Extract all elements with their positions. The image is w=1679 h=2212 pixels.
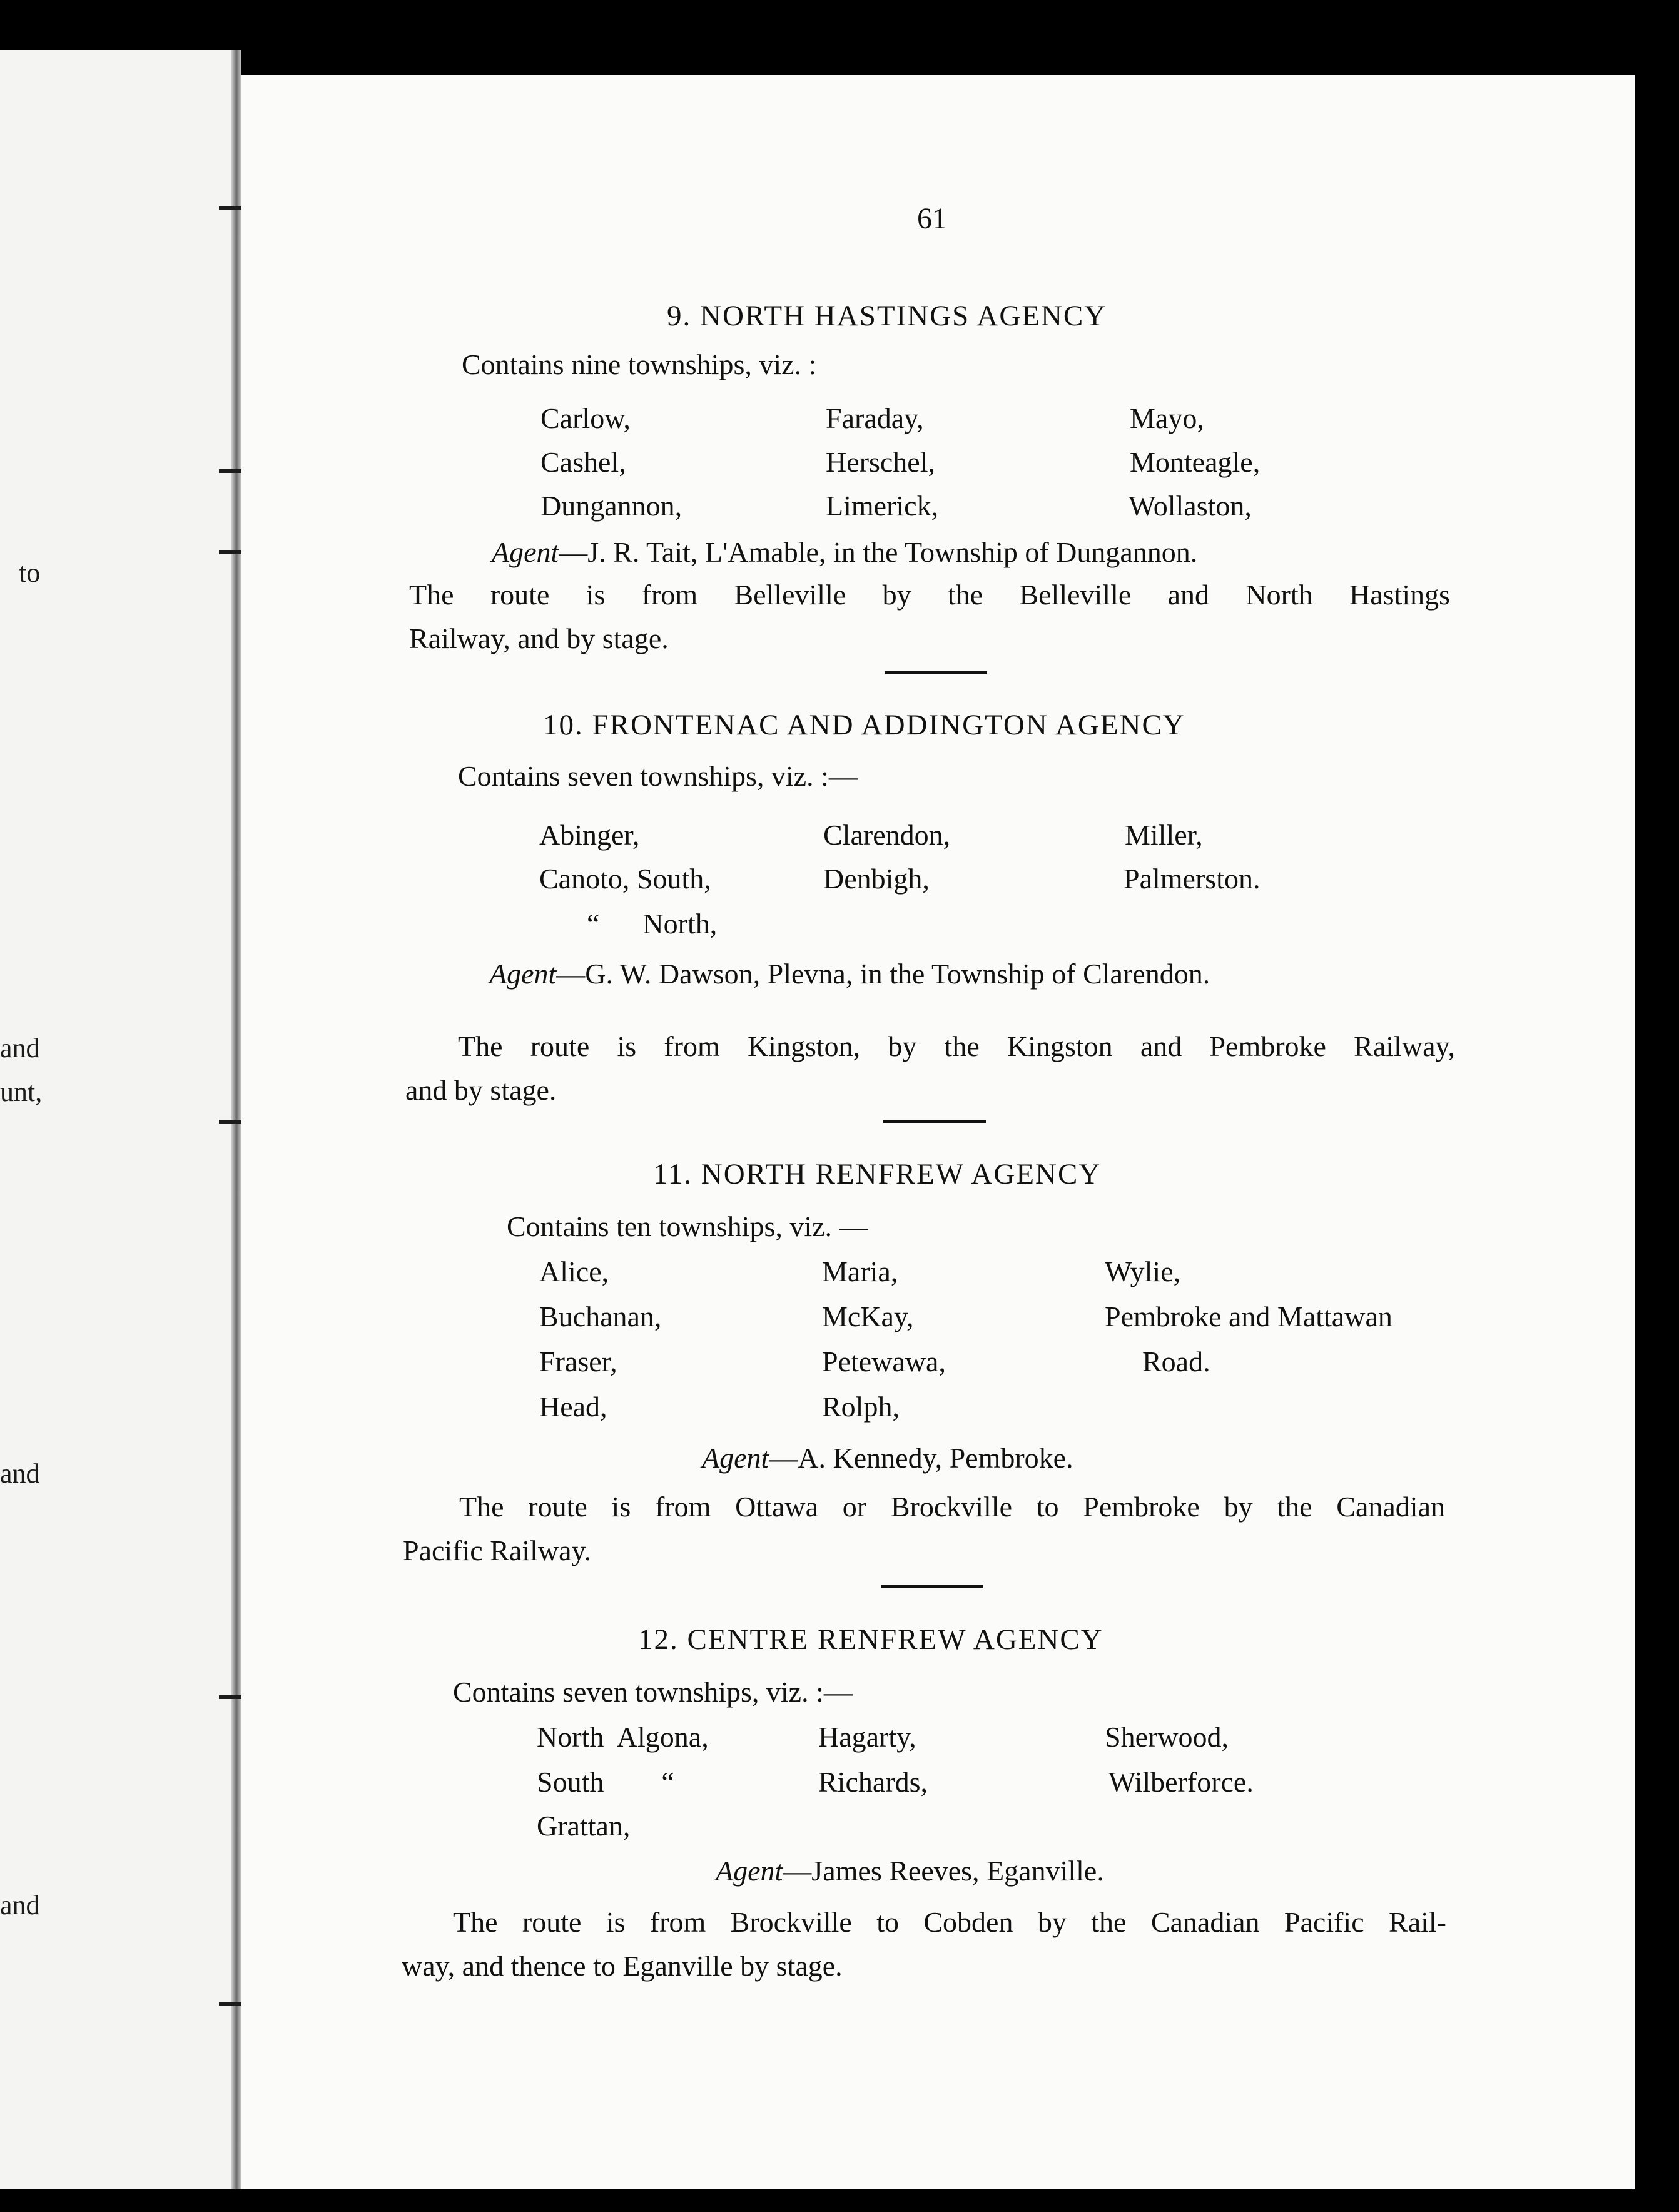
agent-label: Agent (716, 1855, 783, 1887)
township: Wylie, (1105, 1256, 1181, 1287)
section-heading: 9. NORTH HASTINGS AGENCY (667, 300, 1107, 332)
previous-page-fragment: and (0, 1033, 40, 1063)
township: Herschel, (826, 446, 935, 478)
agent-line (489, 960, 1210, 988)
township: Grattan, (537, 1810, 631, 1842)
agent-label: Agent (489, 958, 557, 990)
previous-page-fragment: to (19, 557, 41, 588)
route-line: The route is from Kingston, by the Kingston and Pembroke Railway, (458, 1030, 1455, 1062)
agent-details: —G. W. Dawson, Plevna, in the Township of Clarendon. (556, 958, 1210, 990)
township: Rolph, (822, 1391, 900, 1423)
agent-details: —James Reeves, Eganville. (783, 1855, 1104, 1887)
section-heading: 11. NORTH RENFREW AGENCY (653, 1158, 1102, 1190)
township: Petewawa, (822, 1346, 946, 1377)
township: Abinger, (539, 819, 640, 851)
township: Monteagle, (1130, 446, 1261, 478)
section-heading: 10. FRONTENAC AND ADDINGTON AGENCY (543, 709, 1185, 741)
previous-page-edge (0, 50, 236, 2189)
township: Sherwood, (1105, 1721, 1229, 1753)
township: Buchanan, (539, 1301, 662, 1332)
township: Wollaston, (1129, 490, 1252, 522)
section-divider (883, 1120, 986, 1123)
route-line: The route is from Brockville to Cobden by the Canadian Pacific Rail- (453, 1906, 1446, 1938)
section-intro: Contains seven townships, viz. :— (458, 760, 858, 792)
agent-details: —J. R. Tait, L'Amable, in the Township of Dungannon. (559, 536, 1198, 568)
page-61 (241, 75, 1635, 2189)
agent-line (492, 538, 1197, 567)
previous-page-fragment: unt, (0, 1077, 43, 1107)
route-line: Pacific Railway. (403, 1535, 592, 1566)
agent-label: Agent (492, 536, 559, 568)
agent-details: —A. Kennedy, Pembroke. (769, 1442, 1073, 1474)
previous-page-fragment: and (0, 1890, 40, 1920)
township: Faraday, (826, 402, 924, 434)
page-number: 61 (917, 202, 947, 235)
township: Palmerston. (1124, 863, 1261, 895)
agent-line (716, 1857, 1104, 1885)
section-divider (885, 671, 987, 674)
section-intro: Contains nine townships, viz. : (462, 348, 817, 380)
township: “ North, (587, 908, 718, 940)
route-line: way, and thence to Eganville by stage. (402, 1950, 843, 1982)
township: Carlow, (540, 402, 631, 434)
township: McKay, (822, 1301, 914, 1332)
agent-line (702, 1444, 1073, 1473)
township: Hagarty, (818, 1721, 916, 1753)
township: Clarendon, (823, 819, 951, 851)
township: Denbigh, (823, 863, 930, 895)
township: Richards, (818, 1766, 928, 1798)
section-heading: 12. CENTRE RENFREW AGENCY (638, 1623, 1103, 1656)
township: Head, (539, 1391, 607, 1423)
township: Wilberforce. (1108, 1766, 1254, 1798)
township: South “ (537, 1766, 674, 1798)
township: Fraser, (539, 1346, 617, 1377)
route-line: The route is from Ottawa or Brockville to Pembroke by the Canadian (459, 1491, 1445, 1523)
township: Alice, (539, 1256, 609, 1287)
township: Limerick, (826, 490, 939, 522)
township: Road. (1142, 1346, 1210, 1377)
township: North Algona, (537, 1721, 709, 1753)
route-line: and by stage. (405, 1074, 557, 1106)
township: Maria, (822, 1256, 898, 1287)
township: Dungannon, (540, 490, 682, 522)
township: Pembroke and Mattawan (1105, 1301, 1392, 1332)
section-divider (881, 1585, 983, 1588)
township: Cashel, (540, 446, 626, 478)
previous-page-fragment: and (0, 1458, 40, 1489)
township: Mayo, (1130, 402, 1204, 434)
route-line: Railway, and by stage. (409, 622, 669, 654)
section-intro: Contains ten townships, viz. — (507, 1210, 868, 1242)
agent-label: Agent (702, 1442, 769, 1474)
route-line: The route is from Belleville by the Belleville and North Hastings (409, 579, 1450, 611)
township: Miller, (1125, 819, 1203, 851)
section-intro: Contains seven townships, viz. :— (453, 1676, 853, 1708)
township: Canoto, South, (539, 863, 711, 895)
